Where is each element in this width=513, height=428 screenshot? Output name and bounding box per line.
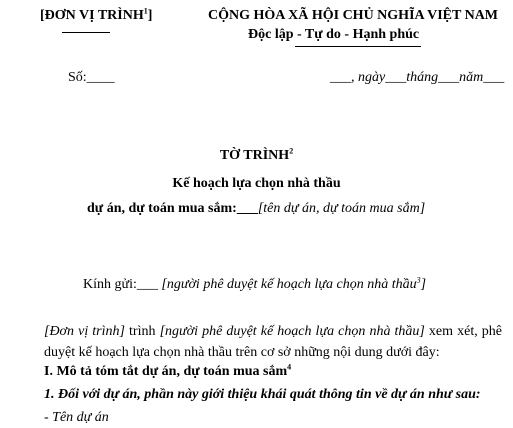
- recipient-close: ]: [420, 277, 427, 292]
- bullet-item: - Tên dự án: [44, 410, 109, 425]
- project-placeholder: [tên dự án, dự toán mua sắm]: [257, 201, 426, 216]
- recipient-placeholder: [người phê duyệt kế hoạch lựa chọn nhà thầu: [161, 277, 417, 292]
- document-number: Số:____: [68, 70, 115, 85]
- issuing-unit-close: ]: [147, 8, 153, 23]
- recipient-line: [83, 277, 426, 293]
- project-label: dự án, dự toán mua sắm:___: [87, 201, 258, 216]
- footnote-ref-2: 2: [289, 146, 294, 156]
- document-subject: Kế hoạch lựa chọn nhà thầu: [172, 176, 341, 191]
- issuing-unit-name: [ĐƠN VỊ TRÌNH: [40, 8, 144, 23]
- body-text-2: xem xét, phê duyệt kế hoạch lựa chọn nhà thầu trên cơ sở những nội dung dưới đây:: [44, 324, 503, 360]
- footnote-ref-1: 1: [143, 6, 148, 16]
- motto-underline: [295, 46, 421, 47]
- body-unit-ref: [Đơn vị trình]: [44, 324, 125, 339]
- document-date: ___, ngày___tháng___năm___: [330, 70, 505, 85]
- national-title: CỘNG HÒA XÃ HỘI CHỦ NGHĨA VIỆT NAM: [208, 8, 499, 23]
- recipient-label: Kính gửi:___: [83, 277, 162, 292]
- footnote-ref-4: 4: [287, 362, 292, 372]
- section-heading: [44, 364, 291, 380]
- national-motto: Độc lập - Tự do - Hạnh phúc: [248, 27, 420, 42]
- section-heading-text: I. Mô tả tóm tắt dự án, dự toán mua sắm: [44, 364, 288, 379]
- footnote-ref-3: 3: [416, 275, 421, 285]
- document-title-text: TỜ TRÌNH: [219, 148, 290, 163]
- project-line: [87, 201, 425, 217]
- document-title: [0, 148, 513, 164]
- body-text-1: trình: [124, 324, 160, 339]
- issuing-unit-underline: [62, 32, 110, 33]
- body-paragraph: [44, 321, 502, 363]
- subsection-heading: 1. Đối với dự án, phần này giới thiệu khái quát thông tin về dự án như sau:: [44, 387, 481, 402]
- body-approver-ref: [người phê duyệt kế hoạch lựa chọn nhà thầu]: [159, 324, 425, 339]
- issuing-unit: [40, 8, 152, 24]
